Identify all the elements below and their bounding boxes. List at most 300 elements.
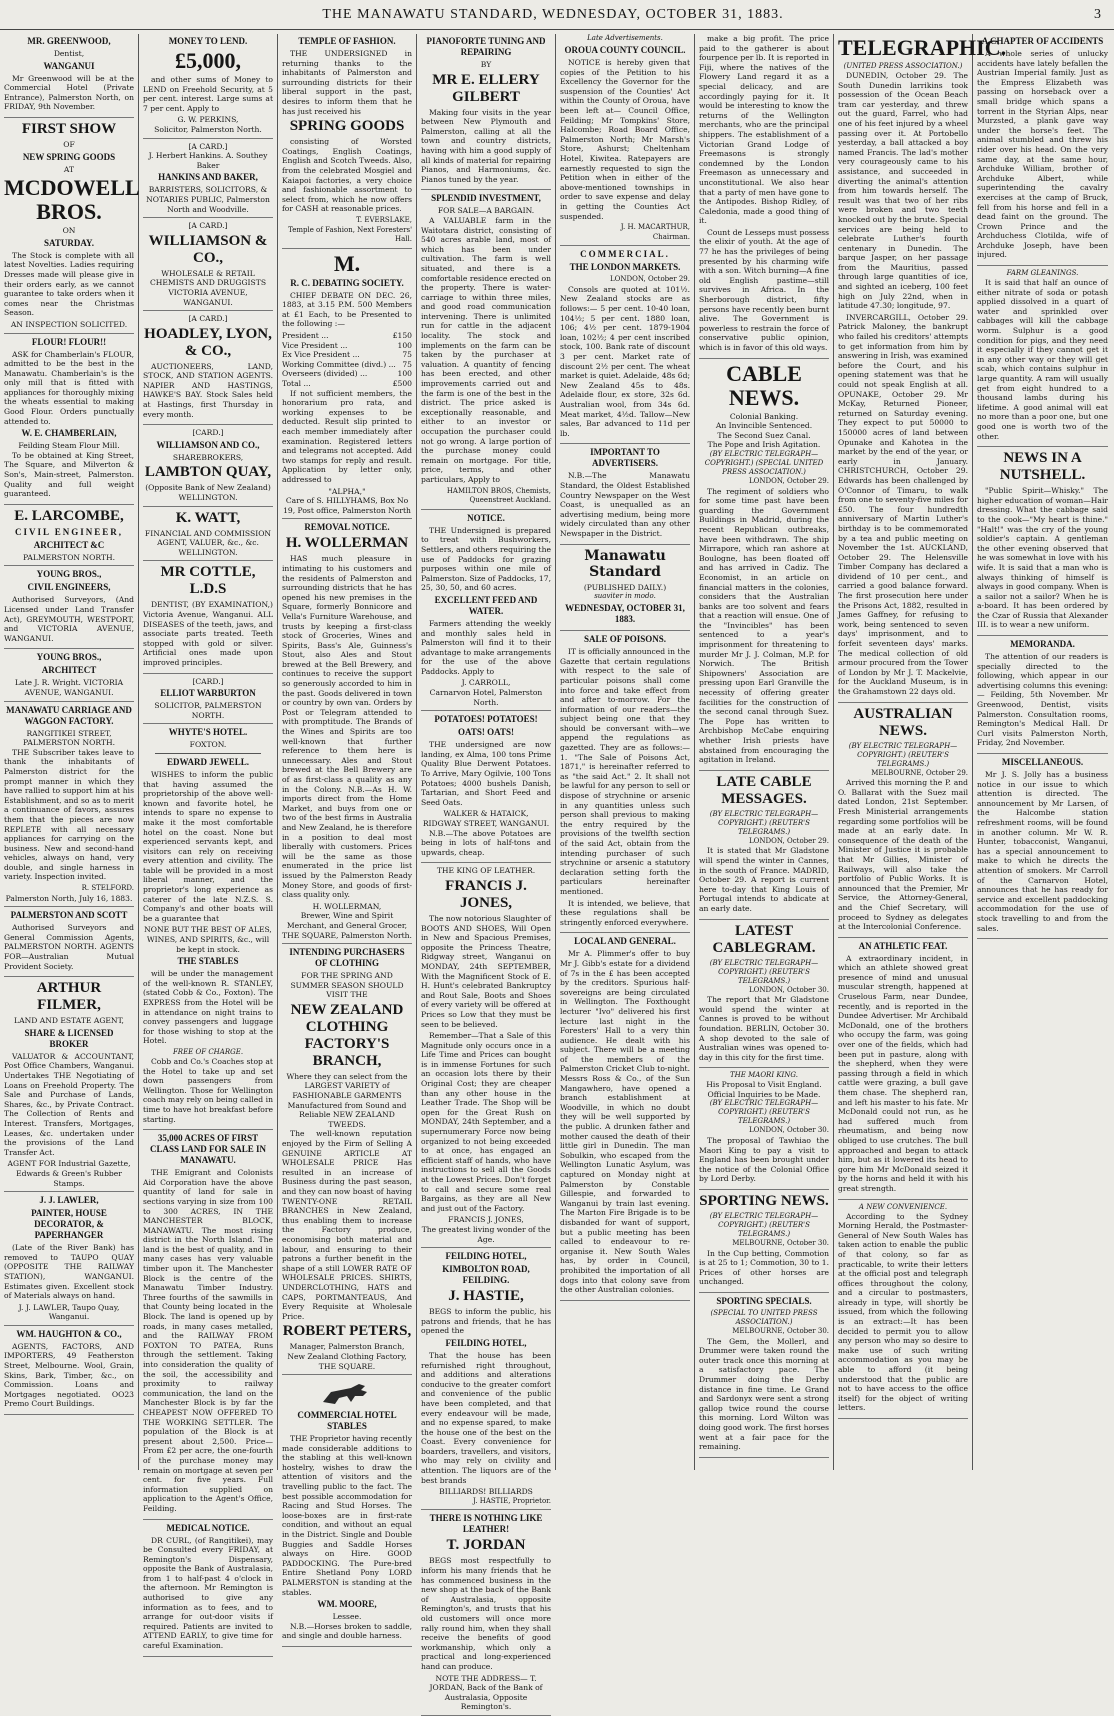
telegraphic-text: DUNEDIN, October 29. The South Dunedin larrikins took possession of the Ocean Beach tram car yesterday, and threw out the guard, Farrel, who had one of his feet injured by a wheel passing over it. At Portobello yesterday, a ball attacked a boy named Francis. The lad's mother very courageously came to his assistance, and succeeded in diverting the animal's attention from him towards herself. The result was that two of her ribs were broken and two teeth knocked out by the brute. Special services are being held to celebrate Luther's fourth centenary in Dunedin. The barque Jasper, on her passage from the Mauritius, passed through large quantities of ice, and sighted an iceberg, 100 feet high on July 22nd, when in latitude 47.30; longitude, 97. bbox=[838, 71, 968, 311]
commercial-section bbox=[560, 249, 690, 444]
feilding-hotel: FEILDING HOTEL, bbox=[445, 1337, 527, 1348]
paper-date: WEDNESDAY, OCTOBER 31, 1883. bbox=[565, 603, 685, 625]
whytes-heading: WHYTE'S HOTEL. bbox=[168, 727, 248, 738]
watt-text: FINANCIAL AND COMMISSION AGENT, VALUER, &c., &c. WELLINGTON. bbox=[144, 528, 272, 557]
late-cable-byline: (BY ELECTRIC TELEGRAPH—COPYRIGHT.) (REUTER'S TELEGRAMS.) bbox=[709, 809, 819, 836]
stables-ad bbox=[282, 1378, 412, 1647]
late-ads-label: Late Advertisements. bbox=[587, 34, 663, 42]
oroua-notice bbox=[560, 34, 690, 246]
temple-sign: T. EVERSLAKE, bbox=[356, 215, 412, 224]
sporting-text: In the Cup betting, Commotion is at 25 to 1; Commotion, 30 to 1. Prices of other horses are unchanged. bbox=[699, 1248, 829, 1287]
markets-heading: THE LONDON MARKETS. bbox=[569, 262, 681, 273]
prize-label: Overseers (divided) ... bbox=[282, 369, 368, 379]
clothing-text: FOR THE SPRING AND SUMMER SEASON SHOULD VISIT THE bbox=[290, 971, 404, 1000]
sharebrokers-heading: WILLIAMSON AND CO., bbox=[156, 439, 260, 450]
oroua-heading: OROUA COUNTY COUNCIL. bbox=[564, 45, 686, 55]
whytes-sub: FOXTON. bbox=[189, 740, 227, 750]
sharebrokers-role: SHAREBROKERS, bbox=[172, 452, 244, 462]
larcombe-town: PALMERSTON NORTH. bbox=[22, 552, 116, 562]
feilding-sign: J. HASTIE, Proprietor. bbox=[473, 1496, 551, 1505]
sporting-specials bbox=[699, 1296, 829, 1458]
prize-row bbox=[282, 360, 412, 370]
warburton-card: [CARD.] bbox=[192, 676, 224, 686]
prize-amount: 75 bbox=[402, 359, 412, 369]
show-text: The Stock is complete with all latest Novelties. Ladies requiring Dresses made will please give in their orders early, as we cannot guarantee to take orders when it comes near the Christmas Season. bbox=[4, 250, 134, 318]
poisons-text: IT is officially announced in the Gazette that certain regulations with respect to the sale of particular poisons shall come into force and take effect from and after to-morrow. For the information of our readers—the subject being one that they should be conversant with—we append the regulations as gazetted. They are as follows:— 1. "The Sale of Poisons Act, 1871," is hereinafter referred to as "the said Act." 2. It shall not be lawful for any person to sell or dispose of strychnine or arsenic in any quantities unless such person shall previous to making the entry required by the provisions of the twelfth section of the said Act, obtain from the intending purchaser of such strychnine or arsenic a statutory declaration setting forth the particulars hereinafter mentioned. bbox=[560, 647, 690, 896]
potatoes-sign: WALKER & HATAICK, bbox=[443, 809, 529, 819]
debating-heading: R. C. DEBATING SOCIETY. bbox=[290, 277, 404, 288]
cottle-heading: MR COTTLE, L.D.S bbox=[160, 564, 256, 598]
carriage-sign: R. STELFORD. bbox=[81, 884, 134, 893]
feed-heading: EXCELLENT FEED AND WATER. bbox=[434, 594, 538, 616]
notice-text: THE Undersigned is prepared to treat with Bushworkers, Settlers, and others requiring the use of Paddocks for grazing purposes within one mile of Palmerston. Size of Paddocks, 17, 25, 30, 50, and 60 acres. bbox=[421, 525, 551, 593]
young-text: Authorised Surveyors, (And Licensed under Land Transfer Act), GREYMOUTH, WESTPORT, and VICTORIA AVENUE, WANGANUI. bbox=[4, 595, 134, 643]
removal-heading: REMOVAL NOTICE. bbox=[304, 522, 390, 533]
lawler-sign: J. J. LAWLER, Taupo Quay, Wanganui. bbox=[18, 1302, 120, 1322]
local-heading: LOCAL AND GENERAL. bbox=[574, 936, 676, 947]
prize-amount: 100 bbox=[397, 369, 412, 379]
col6-continued bbox=[699, 34, 829, 359]
carriage-sub: RANGITIKEI STREET, PALMERSTON NORTH. bbox=[22, 728, 116, 748]
haughton-text: AGENTS, FACTORS, AND IMPORTERS, 49 Featherston Street, Melbourne. Wool, Grain, Skins, Bark, Timber, &c., on Commission. Loans and Mortgages negotiated. OO23 Premo Court Buildings. bbox=[4, 1341, 134, 1409]
dentist-text: Mr Greenwood will be at the Commercial Hotel (Private Entrance), Palmerston North, on FRIDAY, 9th November. bbox=[4, 73, 134, 112]
stables-sign-2: Lessee. bbox=[332, 1612, 362, 1622]
local-text: Mr A. Plimmer's offer to buy Mr J. Gibb's estate for a dividend of 7s in the £ has been accepted by the creditors. Spurious half-sovereigns are being circulated in Wellington. The Foxthought lecturer "Ivo" delivered his first lecture last night in the Foresters' Hall to a very thin audience. He dealt with his subject. There will be a meeting of the members of the Palmerston Cricket Club to-night. Messrs Ross & Co., of the Sun Mangawhero, have opened a branch establishment at Woodville, in which no doubt they will be well supported by the public. A drunken father and mother caused the death of their little girl in Dunedin. The man Sobulkin, who escaped from the Wellington Lunatic Asylum, was captured on Monday night at Palmerston by Constable Gillespie, and forwarded to Wanganui by train last evening. The Marton Fire Brigade is to be disbanded for want of support, but a public meeting has been called to endeavour to re-organise it. New South Wales has, by order in Council, prohibited the importation of all dogs into that colony save from the other Australian colonies. bbox=[560, 949, 690, 1295]
removal-sign: H. WOLLERMAN, bbox=[312, 901, 382, 911]
latest-cable bbox=[699, 923, 829, 1069]
clothing-heading: INTENDING PURCHASERS OF CLOTHING bbox=[289, 947, 405, 969]
jones-sub: THE KING OF LEATHER. bbox=[436, 866, 536, 876]
williamson-ad bbox=[143, 221, 273, 311]
removal-ad bbox=[282, 522, 412, 944]
temple-text: THE UNDERSIGNED in returning thanks to the inhabitants of Palmerston and surrounding districts for their liberal support in the past, desires to inform them that he has just received his bbox=[282, 49, 412, 116]
warburton-heading: ELLIOT WARBURTON bbox=[160, 688, 256, 699]
paper-nameplate: Manawatu Standard bbox=[584, 547, 666, 580]
farm-heading: FARM GLEANINGS. bbox=[1006, 269, 1079, 278]
williamson-text: WHOLESALE & RETAIL CHEMISTS AND DRUGGISTS VICTORIA AVENUE, WANGANUI. bbox=[149, 268, 267, 307]
feat-text: A extraordinary incident, in which an athlete showed great presence of mind and unusual muscular strength, happened at Cruselous Farm, near Dundee, recently, and is reported in the Dundee Advertiser. Mr Archibald McDonald, one of the brothers who occupy the farm, was going over one of the fields, which had been put in pasture, along with the shepherd, when they were passing through a field in which cattle were grazing, a bull gave them chase. The shepherd ran, and left his master to his fate. Mr McDonald could not run, as he had suffered much from rheumatism, and being now obliged to use crutches. The bull approached and began to attack him, but as it lowered its head to gore him Mr McDonald seized it by the horns and held it with his great strength. bbox=[838, 953, 968, 1193]
debating-text: CHIEF DEBATE ON DEC. 26, 1883, at 3.15 P.M. 500 Members at £1 Each, to be Presented to the following :— bbox=[282, 290, 412, 329]
col6-text-1: make a big profit. The price paid to the gatherer is about fourpence per lb. It is reported in Fiji, where the natives of the Flowery Land regard it as a special delicacy, and are accordingly paying for it. It would be interesting to know the returns of the Wellington merchants, who are the principal shippers. The establishment of a Victorian Grand Lodge of Freemasons is strongly condemned by the London Freemason as unnecessary and unconstitutional. We also hear that a party of men have gone to the Antipodes. Bishop Ridley, of Caledonia, made a good thing of it. bbox=[699, 34, 829, 226]
flour-sign-2: Feilding Steam Flour Mill. bbox=[18, 441, 120, 451]
convenience-text: According to the Sydney Morning Herald, the Postmaster-General of New South Wales has taken action to enable the public of that colony, so far as practicable, to write their letters at the official post and telegraph offices throughout the colony, and a circular to postmasters, already in type, will shortly be issued, from which the following is an extract:—It has been decided to permit you to allow any person who may so desire to make use of such writing accommodation as you may be able to afford (it being understood that the public are not to have access to the office itself) for the object of writing letters. bbox=[838, 1211, 968, 1413]
prize-label: Ex Vice President ... bbox=[282, 350, 360, 360]
page-number-right: 3 bbox=[1094, 6, 1102, 22]
clothing-text-2: Where they can select from the LARGEST VARIETY of FASHIONABLE GARMENTS Manufactured from Sound and Reliable NEW ZEALAND TWEEDS. bbox=[286, 1071, 408, 1129]
lawler-name: J. J. LAWLER, bbox=[39, 1195, 99, 1206]
telegraphic-byline: (UNITED PRESS ASSOCIATION.) bbox=[843, 62, 963, 70]
debating-sign-2: Care of S. HILLYHAMS, Box No 19, Post office, Palmerston North bbox=[283, 496, 411, 515]
hankins-heading: HANKINS AND BAKER, bbox=[158, 172, 258, 183]
miscellaneous-heading: MISCELLANEOUS. bbox=[1001, 757, 1084, 767]
convenience-heading: A NEW CONVENIENCE. bbox=[858, 1202, 948, 1211]
cottle-ad bbox=[143, 564, 273, 673]
potatoes-heading: POTATOES! POTATOES! bbox=[434, 714, 538, 725]
show-firm: MCDOWELL BROS. bbox=[4, 175, 140, 225]
prize-row bbox=[282, 341, 412, 351]
flour-heading: FLOUR! FLOUR!! bbox=[31, 336, 107, 347]
watt-ad bbox=[143, 510, 273, 562]
prize-label: Working Committee (divd.) ... bbox=[282, 359, 396, 369]
dentist-ad bbox=[4, 36, 134, 118]
temple-ad bbox=[282, 36, 412, 249]
debating-sign: "ALPHA," bbox=[328, 486, 366, 496]
australian-text: Arrived this morning the P. and O. Ballarat with the Suez mail dated London, 21st September. Fresh Ministerial arrangements regarding some portfolios will be made at an early date. In consequence of the death of the Minister of Justice it is probable that Mr Gillies, Minister of Railways, will also take the portfolio of Public Works. It is announced that the Premier, Mr Service, the Attorney-General, and the Chief Secretary, will proceed to Sydney as delegates at the Intercolonial Conference. bbox=[838, 778, 968, 932]
feed-sign: J. CARROLL, bbox=[461, 678, 511, 688]
hankins-ad bbox=[143, 142, 273, 219]
scott-ad bbox=[4, 910, 134, 977]
prize-amount: 75 bbox=[402, 350, 412, 360]
money-amount: £5,000, bbox=[175, 48, 241, 73]
jewell-stables: THE STABLES bbox=[177, 956, 239, 967]
larcombe-ad bbox=[4, 508, 134, 567]
telegraphic bbox=[838, 35, 1007, 703]
masthead-title: THE MANAWATU STANDARD, WEDNESDAY, OCTOBER 31, 1883. bbox=[322, 6, 784, 22]
memoranda-heading: MEMORANDA. bbox=[1010, 639, 1075, 650]
leather-name: T. JORDAN bbox=[446, 1537, 526, 1554]
dentist-role: Dentist, bbox=[53, 49, 85, 58]
leather-heading: THERE IS NOTHING LIKE LEATHER! bbox=[429, 1513, 543, 1535]
cable-sub-2: An Invincible Sentenced. bbox=[715, 421, 813, 431]
temple-heading: TEMPLE OF FASHION. bbox=[298, 36, 396, 46]
young-title: CIVIL ENGINEERS, bbox=[27, 582, 111, 593]
young2-ad bbox=[4, 652, 134, 701]
column-2 bbox=[139, 34, 278, 1651]
show-ad bbox=[4, 120, 140, 334]
hankins-card: [A CARD.] bbox=[188, 141, 228, 151]
piano-by: BY bbox=[480, 60, 492, 69]
poisons-heading: SALE OF POISONS. bbox=[584, 634, 666, 645]
piano-heading: PIANOFORTE TUNING AND REPAIRING bbox=[426, 36, 546, 57]
carriage-date: Palmerston North, July 16, 1883. bbox=[5, 893, 133, 903]
paper-motto: suaviter in modo. bbox=[594, 592, 656, 601]
sharebrokers-card: [CARD.] bbox=[192, 428, 224, 438]
stables-sign: WM. MOORE, bbox=[317, 1599, 377, 1610]
horse-emblem bbox=[317, 1378, 377, 1408]
column-3 bbox=[278, 34, 417, 1641]
warburton-ad bbox=[143, 677, 273, 725]
young2-title: ARCHITECT bbox=[41, 665, 97, 676]
jewell-free: FREE OF CHARGE. bbox=[172, 1047, 244, 1056]
prize-amount: £150 bbox=[392, 331, 412, 341]
jewell-heading: EDWARD JEWELL. bbox=[166, 756, 249, 767]
nutshell-text: "Public Spirit—Whisky." The higher education of woman—Hair dressing. What the cabbage said to the cook—"My heart is thine." "Halt!" was the cry of the young soldier's captain. A gentleman the other evening observed that he was somewhat in love with his wife. It is said that a man who is always thinking of himself is always in good company. When is a sailor not a sailor? When he is a-board. It has been ordered by the Czar of Russia that Alexander III. is to wear a new uniform. bbox=[977, 486, 1108, 630]
feilding-text: BEGS to inform the public, his patrons and friends, that he has opened the bbox=[421, 1307, 551, 1336]
oroua-sign-2: Chairman. bbox=[652, 232, 690, 241]
filmer-agent: AGENT FOR Industrial Gazette, Edwards & Green's Rubber Stamps. bbox=[7, 1159, 131, 1188]
late-cable-text: It is stated that Mr Gladstone will spend the winter in Cannes, in the south of France. MADRID, October 29. A report is current here to-day that King Louis of Portugal intends to abdicate at an early date. bbox=[699, 846, 829, 913]
filmer-broker: SHARE & LICENSED BROKER bbox=[24, 1027, 114, 1049]
show-day: SATURDAY. bbox=[44, 237, 94, 248]
oroua-sign: J. H. MACARTHUR, bbox=[620, 223, 690, 232]
memoranda-article bbox=[977, 639, 1108, 754]
australian-heading: AUSTRALIAN NEWS. bbox=[853, 705, 953, 739]
filmer-ad bbox=[4, 980, 134, 1192]
prize-amount: 100 bbox=[397, 340, 412, 350]
feilding-text-2: That the house has been refurnished right throughout, and additions and alterations conducive to the greater comfort and convenience of the public have been completed, and that every endeavour will be made, and no expense spared, to make the house one of the best on the Coast. Every convenience for boarders, travellers, and visitors, who may rely on civility and attention. The liquors are of the best brands bbox=[421, 1350, 551, 1485]
column-4 bbox=[417, 34, 556, 1712]
athletic-feat bbox=[838, 941, 968, 1200]
manchester-text: THE Emigrant and Colonists Aid Corporation have the above quantity of land for sale in sections varying in size from 100 to 300 ACRES, IN THE MANCHESTER BLOCK, MANAWATU. The most rising district in the North Island. The land is the best of quality, and in many cases has very valuable timber upon it. The Manchester Block is the centre of the Manawatu Timber Industry. Three fourths of the sawmills in that County being located in the Block. The land is opened up by roads, in many cases metalled, and the RAILWAY FROM FOXTON TO PATEA, Runs through the settlement. Taking into consideration the quality of the soil, the accessibility and proximity to railway communication, the land on the Manchester Block is by far the CHEAPEST NOW OFFERED TO THE WORKING SETTLER. The population of the Block is at present about 2,500. Price—From £2 per acre, the one-fourth of the purchase money may remain on mortgage at seven per cent. for five years. Full information supplied on application to the Agent's Office, Feilding. bbox=[143, 1168, 273, 1513]
editorial-header bbox=[560, 548, 690, 632]
sporting-news bbox=[699, 1193, 829, 1293]
lawler-ad bbox=[4, 1195, 134, 1326]
sharebrokers-ad bbox=[143, 428, 273, 506]
whytes-ad bbox=[143, 727, 273, 1130]
sporting-byline: (BY ELECTRIC TELEGRAPH—COPYRIGHT.) (REUTER'S TELEGRAMS.) bbox=[709, 1212, 819, 1239]
money-sign-2: Solicitor, Palmerston North. bbox=[154, 124, 262, 134]
new-convenience bbox=[838, 1203, 968, 1419]
cable-text: The regiment of soldiers who for some time past have been guarding the Government Buildings in Madrid, during the recent Republican outbreaks, have been withdrawn. The ship Mirrapore, which ran ashore at Boulogne, has been floated off and has arrived in Cadiz. The Economist, in an article on financial matters in the colonies, considers that the Australian banks are too solvent and fears that a reaction will ensue. One of the "Invincibles" has been sentenced to a year's imprisonment for threatening to murder Mr J. J. Colman, M.P. for Norwich. The British Shipowners' Association are pressing upon Earl Granville the necessity of offering greater facilities for the construction of the second canal through Suez. The Pope has written to Archbishop McCabe enquiring whether Irish priests have abstained from encouraging the agitation in Ireland. bbox=[699, 486, 829, 765]
maori-date: LONDON, October 30. bbox=[748, 1126, 829, 1135]
maori-text: The proposal of Tawhiao the Maori King to pay a visit to England has been brought under the notice of the Colonial Office by Lord Derby. bbox=[699, 1136, 829, 1184]
filmer-name: ARTHUR FILMER, bbox=[36, 980, 102, 1014]
memoranda-text: The attention of our readers is specially directed to the following, which appear in our advertising columns this evening:— Feilding, 5th November. Mr Greenwood, Dentist, visits Palmerston. Consultation rooms, Remington's Medical Hall. Dr Curl visits Palmerston North, Friday, 2nd November. bbox=[977, 652, 1108, 748]
specials-byline: (SPECIAL TO UNITED PRESS ASSOCIATION.) bbox=[710, 1309, 818, 1326]
stables-text: THE Proprietor having recently made considerable additions to the stabling at this well-known hostelry, wishes to draw the attention of visitors and the travelling public to the fact. The best possible accommodation for Racing and Stud Horses. The loose-boxes are in first-rate condition, and without an equal in the District. Single and Double Buggies and Saddle Horses always on Hire. GOOD PADDOCKING. The Pure-bred Entire Shetland Pony LORD PALMERSTON is standing at the stables. bbox=[282, 1434, 412, 1597]
debating-text-2: If not sufficient members, the honorarium pro rata, and working expenses to be deducted. Result slip printed to each member immediately after examination. Registered letters and telegrams not accepted. Add two stamps for reply and result. Application by letter only, addressed to bbox=[282, 388, 412, 484]
markets-date: LONDON, October 29. bbox=[609, 275, 690, 284]
removal-name: H. WOLLERMAN bbox=[285, 535, 409, 552]
young-name: YOUNG BROS., bbox=[36, 569, 102, 580]
jones-heading: FRANCIS J. JONES, bbox=[445, 877, 527, 911]
oroua-text: NOTICE is hereby given that copies of the Petition to his Excellency the Governor for the suspension of the Counties' Act within the County of Oroua, have been left at— Council Office, Feilding; Mr Tompkins' Store, Halcombe; Road Board Office, Palmerston North; Mr Marsh's Store, Ashurst; Cheltenham Hotel, Kiwitea. Ratepayers are earnestly requested to sign the Petition when in either of the above-mentioned townships in order to save expense and delay in getting the Counties Act suspended. bbox=[560, 58, 690, 221]
local-article bbox=[560, 936, 690, 1300]
important-heading: IMPORTANT TO ADVERTISERS. bbox=[590, 447, 660, 469]
carriage-heading: MANAWATU CARRIAGE AND WAGGON FACTORY. bbox=[6, 704, 132, 726]
latest-heading: LATEST CABLEGRAM. bbox=[712, 922, 816, 956]
scott-text: Authorised Surveyors and General Commission Agents, PALMERSTON NORTH. AGENTS FOR—Australian Mutual Provident Society. bbox=[4, 923, 134, 971]
cable-byline: (BY ELECTRIC TELEGRAPH—COPYRIGHT.) (SPECIAL UNITED PRESS ASSOCIATION.) bbox=[704, 449, 824, 476]
clothing-text-3: The well-known reputation enjoyed by the Firm of Selling A GENUINE ARTICLE AT WHOLESALE PRICE Has resulted in an increase of Business during the past season, and they can now boast of having TWENTY-ONE RETAIL BRANCHES in New Zealand, thus enabling them to increase the Factory produce, economising both material and labour, and ensuring to their patrons a further benefit in the shape of a still LOWER RATE OF WHOLESALE PRICES. SHIRTS, UNDERCLOTHING, HATS and CAPS, PORTMANTEAUS, And Every Requisite at Wholesale Price. bbox=[282, 1129, 412, 1321]
australian-news bbox=[838, 706, 968, 938]
feed-sign-2: Carnarvon Hotel, Palmerston North. bbox=[429, 688, 543, 707]
show-goods: NEW SPRING GOODS bbox=[22, 151, 116, 162]
jones-sign: FRANCIS J. JONES, bbox=[448, 1215, 524, 1225]
poisons-article bbox=[560, 634, 690, 933]
potatoes-text: THE undersigned are now landing, ex Alma, 100 tons Prime Quality Blue Derwent Potatoes. To Arrive, Mary Ogilvie, 100 Tons Potatoes; 4000 bushels Danish, Tartarian, and Short Feed and Seed Oats. bbox=[421, 740, 551, 807]
scott-heading: PALMERSTON AND SCOTT bbox=[10, 910, 128, 921]
latest-text: The report that Mr Gladstone would spend the winter at Cannes is proved to be without foundation. BERLIN, October 30. A shop devoted to the sale of Australian wines was opened to-day in this city for the first time. bbox=[699, 995, 829, 1062]
debating-prize-list bbox=[282, 331, 412, 389]
feilding-road: KIMBOLTON ROAD, FEILDING. bbox=[442, 1264, 530, 1286]
column-6 bbox=[695, 34, 834, 1470]
removal-sign-2: Brewer, Wine and Spirit Merchant, and General Grocer, THE SQUARE, Palmerston North. bbox=[282, 911, 412, 940]
potatoes-sign-2: RIDGWAY STREET, WANGANUI. bbox=[422, 819, 550, 828]
miscellaneous-article bbox=[977, 757, 1108, 939]
oats-heading: OATS! OATS! bbox=[458, 727, 514, 738]
maori-heading: THE MAORI KING. bbox=[729, 1071, 799, 1080]
hoadley-heading: HOADLEY, LYON, & CO., bbox=[144, 325, 272, 359]
poisons-text-2: It is intended, we believe, that these regulations shall be stringently enforced everywhere. bbox=[560, 898, 690, 927]
temple-text-2: consisting of Worsted Coatings, English Coatings, English and Scotch Tweeds. Also, from the celebrated Mosgiel and Kaiapoi factories, a very choice and fashionable assortment to select from, which he now offers for CASH at reasonable prices. bbox=[282, 137, 412, 214]
feilding-ad bbox=[421, 1251, 551, 1510]
accidents-heading: A CHAPTER OF ACCIDENTS bbox=[981, 36, 1104, 46]
curl-heading: MEDICAL NOTICE. bbox=[166, 1522, 250, 1533]
cable-sub-3: The Second Suez Canal. bbox=[717, 430, 811, 440]
specials-text: The Gem, the Mollerl, and Drummer were taken round the outer track once this morning at a satisfactory pace. The Drummer doing the Derby distance in fine time. Le Grand and Sardonyx were sent a strong gallop twice round the course this morning. Lord Wilton was doing good work. The first horses went at a fair pace for the remaining. bbox=[699, 1336, 829, 1452]
accidents-text: A whole series of unlucky accidents have lately befallen the Austrian Imperial family. Just as the Empress Elizabeth was passing on horseback over a small bridge which spans a torrent in the Styrian Alps, near Murzsted, a plank gave way under the horse's feet. The animal stumbled and threw his rider over his head. On the very same day, at the same hour, Archduke William, brother of Archduke Albert, while superintending the cavalry exercises at the camp of Bruck, fell from his horse and fell in a dead faint on the ground. The Crown Prince and the Archduchess Clotilda, wife of Archduke Joseph, have been injured. bbox=[977, 49, 1108, 260]
jewell-text-2: NONE BUT THE BEST OF ALES, WINES, AND SPIRITS, &c., will be kept in stock. bbox=[144, 925, 272, 954]
williamson-heading: WILLIAMSON & CO., bbox=[148, 232, 268, 266]
prize-row bbox=[282, 331, 412, 341]
manchester-ad bbox=[143, 1133, 273, 1519]
notice-ad bbox=[421, 513, 551, 712]
money-ad bbox=[143, 36, 273, 139]
jones-text: The now notorious Slaughter of BOOTS AND SHOES, Will Open in New and Spacious Premises, opposite the Princess Theatre, Ridgway street, Wanganui on MONDAY, 24th SEPTEMBER, With the Magnificent Stock of E. H. Hunt's celebrated Bankruptcy and Rout Sale, Boots and Shoes of every variety will be offered at Prices so Low that they must be seen to be believed. bbox=[421, 913, 551, 1029]
jones-sign-2: The greatest living wonder of the Age. bbox=[421, 1224, 551, 1244]
sharebrokers-street: LAMBTON QUAY, bbox=[144, 464, 272, 481]
splendid-heading: SPLENDID INVESTMENT, bbox=[431, 193, 541, 204]
paper-published: (PUBLISHED DAILY.) bbox=[583, 582, 667, 592]
feilding-billiards: BILLIARDS! BILLIARDS bbox=[439, 1487, 533, 1497]
specials-date: MELBOURNE, October 30. bbox=[732, 1327, 829, 1335]
late-cable-date: LONDON, October 29. bbox=[748, 836, 829, 845]
splendid-ad bbox=[421, 193, 551, 509]
column-7 bbox=[834, 34, 1007, 1470]
piano-ad bbox=[421, 36, 551, 190]
sporting-date: MELBOURNE, October 30. bbox=[732, 1239, 829, 1248]
manchester-heading: 35,000 ACRES OF FIRST CLASS LAND FOR SALE IN MANAWATU. bbox=[149, 1133, 267, 1166]
nutshell-heading: NEWS IN A NUTSHELL. bbox=[999, 450, 1086, 484]
col6-text-2: Count de Lesseps must possess the elixir of youth. At the age of 77 he has the privileges of being presented by his charming wife with a son. Witch burning—A fine old English pastime—still survives in Africa. In the Sherborough district, fifty persons have recently been burnt alive. The Government is powerless to restrain the force of conservative public opinion, which is in favor of this old ways. bbox=[699, 227, 829, 352]
show-inspect: AN INSPECTION SOLICITED. bbox=[10, 319, 128, 329]
potatoes-nb: N.B.—The above Potatoes are being in lots of half-tons and upwards, cheap. bbox=[421, 828, 551, 857]
potatoes-ad bbox=[421, 714, 551, 863]
warburton-text: SOLICITOR, PALMERSTON NORTH. bbox=[154, 701, 262, 720]
money-heading: MONEY TO LEND. bbox=[168, 36, 248, 46]
temple-sign-2: Temple of Fashion, Next Foresters' Hall. bbox=[288, 225, 412, 244]
commercial-heading: COMMERCIAL. bbox=[580, 249, 670, 260]
jewell-text-4: Cobb and Co.'s Coaches stop at the Hotel to take up and set down passengers from Wellington. Those for Wellington coach may rely on being called in time to have hot breakfast before starting. bbox=[143, 1056, 273, 1124]
farm-article bbox=[977, 269, 1108, 447]
filmer-text: VALUATOR & ACCOUNTANT, Post Office Chambers, Wanganui. Undertakes THE Negotiating of Loans on Freehold Property. The Sale and Purchase of Lands, Shares, &c., by Private Contract. The Collection of Rents and Interest. Transfers, Mortgages, Leases, &c. undertaken under the provisions of the Land Transfer Act. bbox=[4, 1051, 134, 1157]
williamson-card: [A CARD.] bbox=[188, 221, 228, 231]
show-of: OF bbox=[63, 139, 75, 149]
cable-sub-4: The Pope and Irish Agitation. bbox=[707, 440, 821, 450]
prize-label: Vice President ... bbox=[282, 340, 348, 350]
feilding-heading: FEILDING HOTEL, bbox=[445, 1251, 527, 1262]
young-ad bbox=[4, 569, 134, 649]
hoadley-card: [A CARD.] bbox=[188, 314, 228, 324]
haughton-name: WM. HAUGHTON & CO., bbox=[16, 1328, 122, 1339]
column-8 bbox=[973, 34, 1112, 1470]
jones-text-2: Remember—That a Sale of this Magnitude only occurs once in a Life Time and Prices can bought is in immense Fortunes for such an occasion lots there by their Original Cost; they are cheaper than any other house in the Leather Trade. The Shop will be open for the Great Rush on MONDAY, 24th September, and a supernumerary Force now being organized to not being exceeded to at once, has engaged an efficient staff of hands, who have instructions to sell all the Goods at the Lowest Prices. Don't forget to call and secure some real Bargains, as they are all New and just out of the Factory. bbox=[421, 1031, 551, 1213]
clothing-factory: NEW ZEALAND CLOTHING FACTORY'S BRANCH, bbox=[290, 1001, 404, 1069]
hankins-text: BARRISTERS, SOLICITORS, & NOTARIES PUBLIC, Palmerston North and Woodville. bbox=[146, 185, 270, 214]
cable-date: LONDON, October 29. bbox=[748, 476, 829, 485]
cable-news bbox=[699, 362, 829, 771]
maori-sub: His Proposal to Visit England. bbox=[706, 1080, 822, 1090]
flour-ad bbox=[4, 337, 134, 505]
carriage-text: THE Subscriber takes leave to thank the inhabitants of Palmerston district for the prompt manner in which they have rallied to support him at his Establishment, and so as to merit a continuance of favors, assures them that the pieces are now REPLETE with all necessary appliances for carrying on the business. New and second-hand vehicles, always on hand, very double, and single harness in variety. Inspection invited. bbox=[4, 747, 134, 882]
curl-text: DR CURL, (of Rangitikei), may be Consulted every FRIDAY, at Remington's Dispensary, opposite the Bank of Australasia, from 1 to half-past 4 o'clock in the afternoon. Mr Remington is authorised to give any information as to fees, and to arrange for out-door visits if required. Patients are invited to ATTEND EARLY, to give time for careful Examination. bbox=[143, 1535, 273, 1651]
money-sign: G. W. PERKINS, bbox=[177, 115, 239, 125]
young2-text: Late J. R. Wright. VICTORIA AVENUE, WANGANUI. bbox=[14, 678, 124, 697]
prize-label: Total ... bbox=[282, 379, 311, 389]
hankins-names: J. Herbert Hankins. A. Southey Baker bbox=[148, 151, 268, 170]
jewell-text-3: will be under the management of the well-known R. STANLEY, (stated Cobb & Co., Foxton). The EXPRESS from the Hotel will be in attendance on night trains to convey passengers and luggage for those wishing to stop at the Hotel. bbox=[143, 969, 273, 1046]
watt-heading: K. WATT, bbox=[175, 509, 241, 526]
splendid-sign: HAMILTON BROS, Chemists, Queenstreet Auckland. bbox=[446, 486, 551, 505]
flour-sign: W. E. CHAMBERLAIN, bbox=[21, 428, 117, 439]
peters-name: ROBERT PETERS, bbox=[282, 1323, 412, 1340]
telegraphic-text-2: INVERCARGILL, October 29. Patrick Maloney, the bankrupt who failed his creditors' attempts to get information from him by answering in Irish, was examined before the Court, and his opening statement was that he could not speak English at all. OPUNAKE, October 29. Mr McKay, Returned Pioneer, returned on Saturday evening. They expect to put 50000 to 150000 acres of land between Opunake and Kahotea in the market by the end of the year, or early in January. CHRISTCHURCH, October 29. Edwards has been challenged by O'Connor of Timaru, to walk from one to seventy-five miles for £50. The four hundredth anniversary of Martin Luther's birthday is to be commemorated by a tea and public meeting on November the 1st. AUCKLAND, October 29. The Helensville Timber Company has declared a dividend of 10 per cent., and carried a good balance forward. The first prosecution here under the Prisons Act, 1882, resulted in James Gaffney, for refusing to work, being sentenced to seven days' imprisonment, and to forfeit seventeen days' marks. The medical collection of old armour procured from the Tower of London by Mr J. T. Mackelvie, for the Auckland Museum, is in the Grahamstown 22 days old. bbox=[838, 312, 968, 696]
prize-label: President ... bbox=[282, 331, 329, 341]
show-heading: FIRST SHOW bbox=[21, 120, 117, 137]
piano-text: Making four visits in the year between New Plymouth and Palmerston, calling at all the town and country districts, having with him a good supply of all kinds of material for repairing Pianos, and Harmoniums, &c. Pianos tuned by the year. bbox=[421, 107, 551, 184]
notice-heading: NOTICE. bbox=[467, 512, 505, 523]
column-5 bbox=[556, 34, 695, 1470]
prize-row bbox=[282, 379, 412, 389]
column-1 bbox=[0, 34, 139, 1470]
debating-ad bbox=[282, 252, 412, 520]
dentist-town: WANGANUI bbox=[43, 60, 95, 71]
money-text: and other sums of Money to LEND on Freehold Security, at 5 per cent. interest. Large sums at 7 per cent. Apply to bbox=[143, 75, 273, 113]
clothing-ad bbox=[282, 947, 412, 1375]
australian-byline: (BY ELECTRIC TELEGRAPH—COPYRIGHT.) (REUTER'S TELEGRAMS.) bbox=[848, 741, 958, 768]
cottle-text: DENTIST, (BY EXAMINATION,) Victoria Avenue, Wanganui. ALL DISEASES of the teeth, jaws, and associate parts treated. Teeth stopped with gold or silver. Artificial ones made upon improved principles. bbox=[143, 600, 273, 667]
feed-text: Farmers attending the weekly and monthly sales held in Palmerston will find it to their advantage to make arrangements for the use of the above Paddocks. Apply to bbox=[421, 618, 551, 676]
larcombe-name: E. LARCOMBE, bbox=[14, 507, 124, 524]
stables-heading: COMMERCIAL HOTEL STABLES bbox=[297, 1410, 397, 1432]
maori-byline: (BY ELECTRIC TELEGRAPH—COPYRIGHT.) (REUTER'S TELEGRAMS.) bbox=[709, 1099, 819, 1126]
leather-ad bbox=[421, 1513, 551, 1716]
filmer-role: LAND AND ESTATE AGENT, bbox=[14, 1016, 124, 1026]
larcombe-title: CIVIL ENGINEER, bbox=[14, 526, 124, 537]
stables-nb: N.B.—Horses broken to saddle, and single and double harness. bbox=[282, 1621, 412, 1641]
young2-name: YOUNG BROS., bbox=[36, 652, 102, 663]
late-cable-heading: LATE CABLE MESSAGES. bbox=[716, 773, 812, 807]
show-on: ON bbox=[62, 226, 76, 236]
telegraphic-heading: TELEGRAPHIC. bbox=[838, 35, 1007, 60]
hoadley-ad bbox=[143, 314, 273, 425]
haughton-ad bbox=[4, 1329, 134, 1415]
flour-text: ASK for Chamberlain's FLOUR, admitted to be the best in the Manawatu. Chamberlain's is the only mill that is fitted with appliances for thoroughly mixing the wheats essential to making Good Flour. Orders punctually attended to. bbox=[4, 349, 134, 426]
cable-sub-1: Colonial Banking. bbox=[729, 411, 799, 421]
important-text: N.B.—The Manawatu Standard, the Oldest Established Country Newspaper on the West Coast, is unequalled as an advertising medium, being more widely circulated than any other Newspaper in the District. bbox=[560, 471, 690, 538]
farm-text: It is said that half an ounce of either nitrate of soda or potash applied dissolved in a quart of water and sprinkled over cabbages will kill the cabbage worm. Sulphur is a good condition for pigs, and they need it especially if they cannot get it in any other way or they will get scab, which contains sulphur in large quantity. A ram will usually get from eight hundred to a thousand lambs during his lifetime. A good animal will eat no more than a poor one, but one good one is worth two of the other. bbox=[977, 278, 1108, 441]
miscellaneous-text: Mr J. S. Jolly has a business notice in our issue to which attention is directed. The announcement by Mr Larsen, of the Halcombe station refreshment rooms, will be found in another column. Mr W. R. Hunter, tobacconist, Wanganui, has a special announcement to make to which he directs the attention of smokers. Mr Carroll of the Carnarvon Hotel, announces that he has ready for service and excellent paddocking accommodation for the use of stock travelling to and from the sales. bbox=[977, 770, 1108, 933]
leather-text: BEGS most respectfully to inform his many friends that he has commenced business in the new shop at the back of the Bank of Australasia, opposite Remington's, and trusts that his old customers will once more rally round him, when they shall receive the benefits of good workmanship, which only a practical and long-experienced hand can produce. bbox=[421, 1556, 551, 1671]
jewell-text: WISHES to inform the public that having assumed the proprietorship of the above well-known and favorite hotel, he intends to spare no expense to make it the most comfortable hotel on the coast. None but experienced servants kept, and visitors can rely on receiving every attention and civility. The table will be provided in a most liberal manner, and the proprietor's long experience as caterer of the late N.Z.S. S. Company's and other boats will be a guarantee that bbox=[143, 769, 273, 923]
latest-byline: (BY ELECTRIC TELEGRAPH—COPYRIGHT.) (REUTER'S TELEGRAMS.) bbox=[709, 958, 819, 985]
late-cable bbox=[699, 774, 829, 920]
debating-initial: M. bbox=[333, 250, 361, 276]
lawler-text: (Late of the River Bank) has removed to TAUPO QUAY (OPPOSITE THE RAILWAY STATION), WANGANUI. Estimates given. Excellent stock of Materials always on hand. bbox=[4, 1243, 134, 1301]
curl-ad bbox=[143, 1523, 273, 1657]
temple-spring-goods: SPRING GOODS bbox=[289, 118, 405, 135]
accidents-article bbox=[977, 36, 1108, 266]
prize-amount: £500 bbox=[392, 379, 412, 389]
latest-date: LONDON, October 30. bbox=[748, 985, 829, 994]
carriage-ad bbox=[4, 705, 134, 908]
feat-heading: AN ATHLETIC FEAT. bbox=[858, 940, 948, 951]
nutshell-article bbox=[977, 450, 1108, 636]
flour-text-2: To be obtained at King Street, The Square, and Milverton & Son's, Main-street, Palmerston. Quality and full weight guaranteed. bbox=[4, 450, 134, 499]
splendid-sub: FOR SALE—A BARGAIN. bbox=[437, 206, 535, 216]
masthead bbox=[0, 0, 1114, 30]
removal-text: HAS much pleasure in intimating to his customers and the residents of Palmerston and surrounding districts that he has opened his new premises in the Square, formerly Bonnicore and Vella's Furniture Warehouse, and trusts by keeping a first-class stock of Groceries, Wines and Spirits, Bass's Ale, Guinness's Stout, also Ales and Stout brewed at the Bell Brewery, and continues to receive the support so generously accorded to him in the past. Goods delivered in town or country by own van. Orders by Post or Telegram attended to with promptitude. The Brands of the Wines and Spirits are too well-known that further reference to them here is unnecessary. Ales and Stout brewed at the Bell Brewery are of as first-class a quality as any in the Colony. N.B.—As H. W. imports direct from the Home Market, and buys from one or two of the best firms in Australia and New Zealand, he is therefore in a position to deal most liberally with customers. Prices will be the same as those enumerated in the price list issued by the Palmerston Ready Money Store, and goods of first-class quality only. bbox=[282, 554, 412, 900]
prize-row bbox=[282, 369, 412, 379]
show-at: AT bbox=[63, 164, 75, 174]
cable-heading: CABLE NEWS. bbox=[726, 360, 802, 410]
maori-sub-2: Official Inquiries to be Made. bbox=[707, 1089, 821, 1099]
hoadley-text: AUCTIONEERS, LAND, STOCK, AND STATION AGENTS. NAPIER AND HASTINGS, HAWKE'S BAY. Stock Sales held at Hastings, first Thursday in every month. bbox=[143, 361, 273, 419]
jones-ad bbox=[421, 866, 551, 1248]
australian-date: MELBOURNE, October 29. bbox=[871, 768, 968, 777]
feilding-name: J. HASTIE, bbox=[448, 1288, 524, 1305]
